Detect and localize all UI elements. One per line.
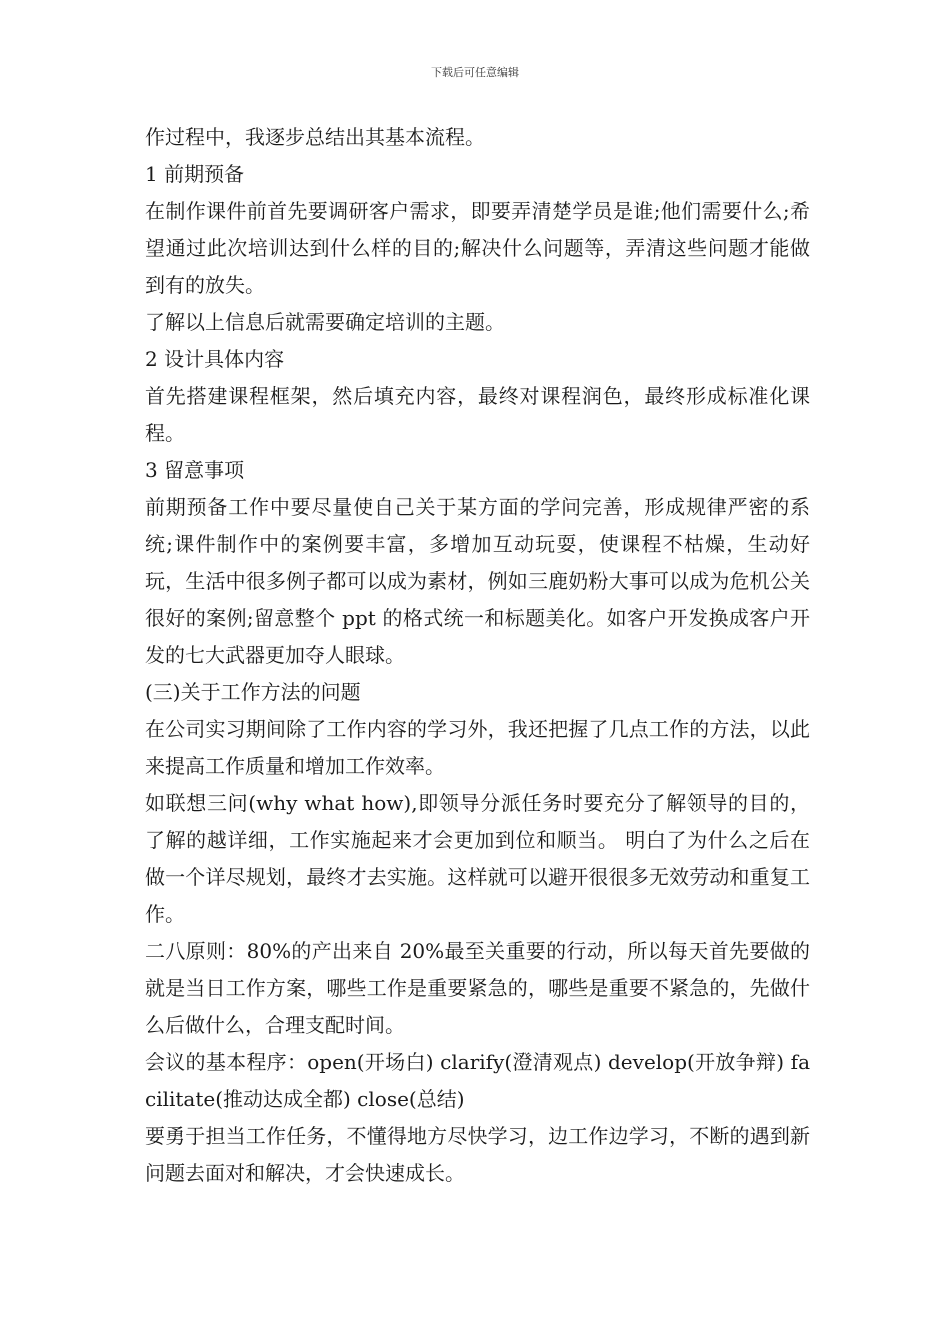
paragraph: 作过程中，我逐步总结出其基本流程。 bbox=[145, 125, 485, 149]
paragraph: 如联想三问(why what how),即领导分派任务时要充分了解领导的目的，了解的越详细，工作实施起来才会更加到位和顺当。 明白了为什么之后在做一个详尽规划，最终才去实施。这样就可以避开很很多无效劳动和重复工作。 bbox=[145, 791, 810, 926]
section-heading: 2 设计具体内容 bbox=[145, 347, 285, 371]
document-body bbox=[145, 119, 810, 1192]
paragraph: 了解以上信息后就需要确定培训的主题。 bbox=[145, 310, 505, 334]
section-heading: 3 留意事项 bbox=[145, 458, 245, 482]
paragraph: 在制作课件前首先要调研客户需求，即要弄清楚学员是谁;他们需要什么;希望通过此次培训达到什么样的目的;解决什么问题等，弄清这些问题才能做到有的放失。 bbox=[145, 199, 810, 297]
paragraph: 前期预备工作中要尽量使自己关于某方面的学问完善，形成规律严密的系统;课件制作中的案例要丰富，多增加互动玩耍，使课程不枯燥，生动好玩，生活中很多例子都可以成为素材，例如三鹿奶粉大事可以成为危机公关很好的案例;留意整个 ppt 的格式统一和标题美化。如客户开发换成客户开发的七大武器更加夺人眼球。 bbox=[145, 495, 810, 667]
paragraph: 二八原则：80%的产出来自 20%最至关重要的行动，所以每天首先要做的就是当日工作方案，哪些工作是重要紧急的，哪些是重要不紧急的，先做什么后做什么，合理支配时间。 bbox=[145, 939, 810, 1037]
paragraph: 在公司实习期间除了工作内容的学习外，我还把握了几点工作的方法，以此来提高工作质量和增加工作效率。 bbox=[145, 717, 810, 778]
section-heading: 1 前期预备 bbox=[145, 162, 245, 186]
page-header: 下载后可任意编辑 bbox=[431, 66, 519, 79]
paragraph: 会议的基本程序：open(开场白) clarify(澄清观点) develop(开放争辩) facilitate(推动达成全都) close(总结) bbox=[145, 1050, 810, 1111]
paragraph: 要勇于担当工作任务，不懂得地方尽快学习，边工作边学习，不断的遇到新问题去面对和解决，才会快速成长。 bbox=[145, 1124, 810, 1185]
section-heading: (三)关于工作方法的问题 bbox=[145, 680, 361, 704]
paragraph: 首先搭建课程框架，然后填充内容，最终对课程润色，最终形成标准化课程。 bbox=[145, 384, 810, 445]
